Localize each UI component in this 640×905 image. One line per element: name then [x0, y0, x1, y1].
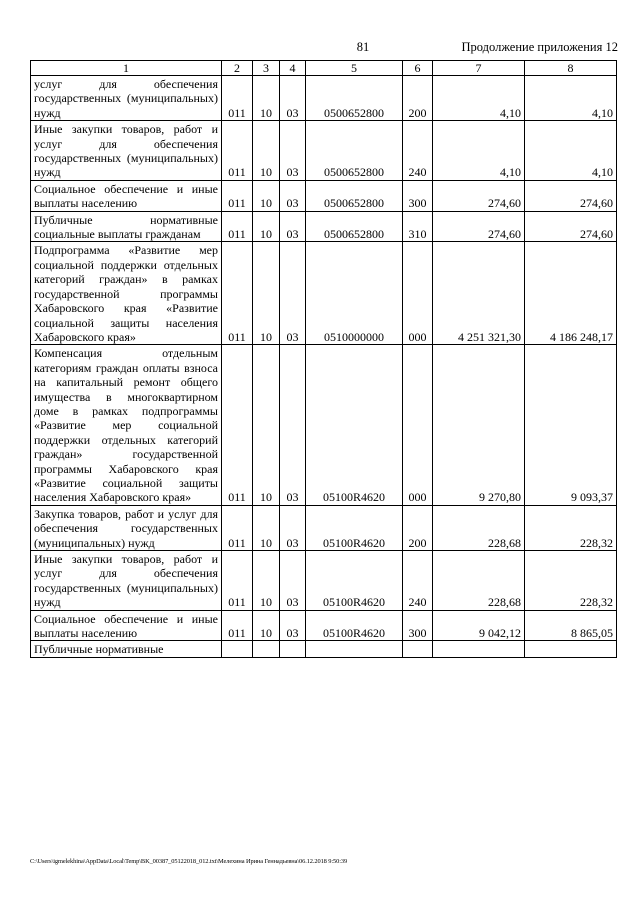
expense-type-code: 200 — [403, 76, 433, 121]
table-row — [31, 76, 617, 121]
section-code: 10 — [253, 345, 280, 505]
ministry-code: 011 — [222, 242, 253, 345]
planned-amount: 9 270,80 — [433, 345, 525, 505]
ministry-code: 011 — [222, 610, 253, 641]
subsection-code: 03 — [280, 345, 306, 505]
section-code: 10 — [253, 242, 280, 345]
row-description: Иные закупки товаров, работ и услуг для обеспечения государственных (муниципальных) нужд — [31, 121, 222, 181]
row-description: Публичные нормативные социальные выплаты гражданам — [31, 211, 222, 242]
planned-amount: 228,68 — [433, 505, 525, 550]
table-row — [31, 551, 617, 611]
expense-type-code: 000 — [403, 242, 433, 345]
planned-amount: 9 042,12 — [433, 610, 525, 641]
ministry-code: 011 — [222, 551, 253, 611]
table-header-row — [31, 61, 617, 76]
column-header: 3 — [253, 61, 280, 76]
section-code: 10 — [253, 211, 280, 242]
table-row — [31, 180, 617, 211]
section-code: 10 — [253, 551, 280, 611]
target-article-code: 05100R4620 — [306, 610, 403, 641]
target-article-code: 0500652800 — [306, 121, 403, 181]
column-header: 6 — [403, 61, 433, 76]
table-row — [31, 121, 617, 181]
subsection-code: 03 — [280, 211, 306, 242]
target-article-code: 0500652800 — [306, 211, 403, 242]
ministry-code — [222, 641, 253, 657]
expense-type-code: 310 — [403, 211, 433, 242]
table-row — [31, 242, 617, 345]
executed-amount: 4 186 248,17 — [525, 242, 617, 345]
planned-amount: 4 251 321,30 — [433, 242, 525, 345]
expense-type-code: 300 — [403, 180, 433, 211]
row-description: Социальное обеспечение и иные выплаты населению — [31, 610, 222, 641]
row-description: Закупка товаров, работ и услуг для обеспечения государственных (муниципальных) нужд — [31, 505, 222, 550]
ministry-code: 011 — [222, 345, 253, 505]
executed-amount: 4,10 — [525, 121, 617, 181]
budget-table — [30, 60, 617, 658]
expense-type-code: 300 — [403, 610, 433, 641]
page-number: 81 — [356, 40, 370, 54]
executed-amount: 228,32 — [525, 551, 617, 611]
subsection-code: 03 — [280, 242, 306, 345]
ministry-code: 011 — [222, 180, 253, 211]
column-header: 7 — [433, 61, 525, 76]
target-article-code: 05100R4620 — [306, 551, 403, 611]
table-row — [31, 345, 617, 505]
table-row — [31, 641, 617, 657]
subsection-code: 03 — [280, 610, 306, 641]
planned-amount: 4,10 — [433, 121, 525, 181]
target-article-code: 05100R4620 — [306, 345, 403, 505]
subsection-code: 03 — [280, 121, 306, 181]
row-description: Подпрограмма «Развитие мер социальной поддержки отдельных категорий граждан» в рамках государственной программы Хабаровского края «Развитие социальной защиты населения Хабаровского края» — [31, 242, 222, 345]
row-description: услуг для обеспечения государственных (муниципальных) нужд — [31, 76, 222, 121]
section-code: 10 — [253, 180, 280, 211]
executed-amount: 274,60 — [525, 180, 617, 211]
footer-file-path: C:\Users\igmelekhina\AppData\Local\Temp\BK_00387_05122018_012.txt\Мелехина Ирина Геннадьевна\06.12.2018 9:50:39 — [30, 858, 348, 865]
executed-amount: 228,32 — [525, 505, 617, 550]
ministry-code: 011 — [222, 76, 253, 121]
subsection-code: 03 — [280, 551, 306, 611]
column-header: 5 — [306, 61, 403, 76]
table-row — [31, 211, 617, 242]
executed-amount: 274,60 — [525, 211, 617, 242]
planned-amount: 274,60 — [433, 180, 525, 211]
executed-amount: 8 865,05 — [525, 610, 617, 641]
ministry-code: 011 — [222, 505, 253, 550]
section-code: 10 — [253, 505, 280, 550]
row-description: Иные закупки товаров, работ и услуг для обеспечения государственных (муниципальных) нужд — [31, 551, 222, 611]
section-code — [253, 641, 280, 657]
target-article-code — [306, 641, 403, 657]
target-article-code: 0500652800 — [306, 76, 403, 121]
section-code: 10 — [253, 76, 280, 121]
subsection-code: 03 — [280, 180, 306, 211]
section-code: 10 — [253, 121, 280, 181]
executed-amount: 4,10 — [525, 76, 617, 121]
expense-type-code: 000 — [403, 345, 433, 505]
ministry-code: 011 — [222, 121, 253, 181]
expense-type-code: 200 — [403, 505, 433, 550]
target-article-code: 05100R4620 — [306, 505, 403, 550]
planned-amount: 4,10 — [433, 76, 525, 121]
column-header: 4 — [280, 61, 306, 76]
expense-type-code — [403, 641, 433, 657]
planned-amount: 228,68 — [433, 551, 525, 611]
table-row — [31, 505, 617, 550]
planned-amount: 274,60 — [433, 211, 525, 242]
table-row — [31, 610, 617, 641]
row-description: Публичные нормативные — [31, 641, 222, 657]
appendix-title: Продолжение приложения 12 — [461, 40, 618, 54]
subsection-code: 03 — [280, 505, 306, 550]
target-article-code: 0500652800 — [306, 180, 403, 211]
column-header: 1 — [31, 61, 222, 76]
ministry-code: 011 — [222, 211, 253, 242]
column-header: 2 — [222, 61, 253, 76]
subsection-code: 03 — [280, 76, 306, 121]
row-description: Социальное обеспечение и иные выплаты населению — [31, 180, 222, 211]
column-header: 8 — [525, 61, 617, 76]
section-code: 10 — [253, 610, 280, 641]
subsection-code — [280, 641, 306, 657]
executed-amount — [525, 641, 617, 657]
target-article-code: 0510000000 — [306, 242, 403, 345]
planned-amount — [433, 641, 525, 657]
expense-type-code: 240 — [403, 121, 433, 181]
row-description: Компенсация отдельным категориям граждан оплаты взноса на капитальный ремонт общего имущества в многоквартирном доме в рамках подпрограммы «Развитие мер социальной поддержки отдельных категорий граждан» государственной программы Хабаровского края «Развитие социальной защиты населения Хабаровского края» — [31, 345, 222, 505]
executed-amount: 9 093,37 — [525, 345, 617, 505]
expense-type-code: 240 — [403, 551, 433, 611]
